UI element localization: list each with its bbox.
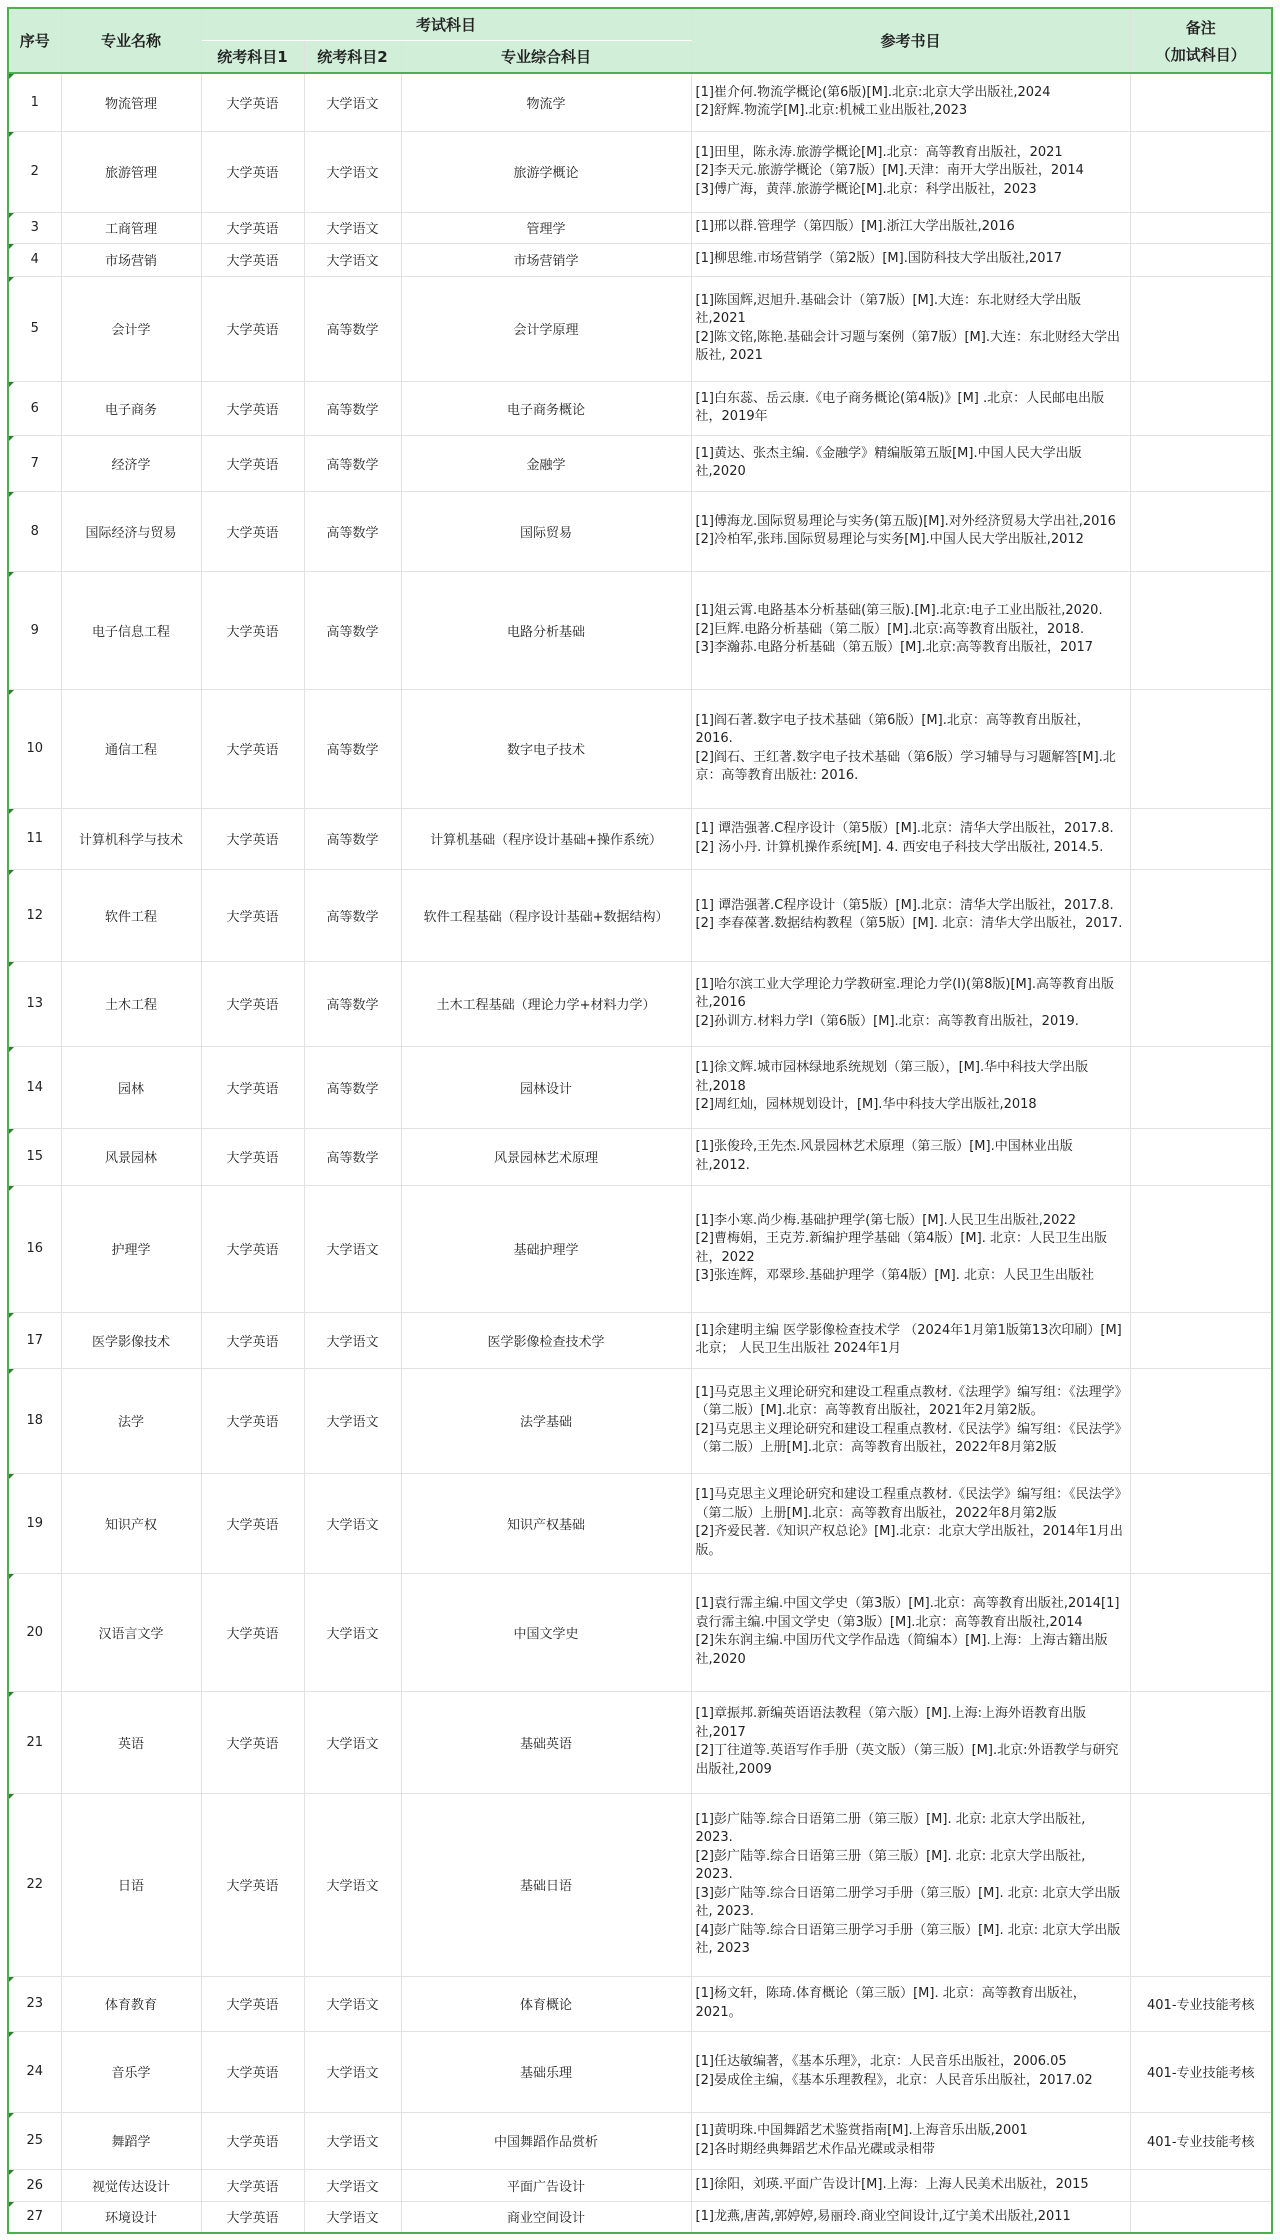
reference-item: [1]徐阳，刘瑛.平面广告设计[M].上海：上海人民美术出版社，2015 <box>695 2176 1089 2192</box>
table-row <box>8 131 1272 212</box>
row-references <box>691 131 1130 212</box>
row-subject1: 大学英语 <box>201 276 304 381</box>
reference-item: [2] 汤小丹. 计算机操作系统[M]. 4. 西安电子科技大学出版社, 2014.5. <box>695 839 1104 855</box>
row-seq: 18 <box>8 1368 61 1473</box>
row-major: 汉语言文学 <box>61 1573 201 1691</box>
reference-item: [1] 谭浩强著.C程序设计（第5版）[M].北京：清华大学出版社，2017.8. <box>695 821 1114 836</box>
row-note <box>1130 73 1272 131</box>
row-comprehensive: 物流学 <box>401 73 691 131</box>
row-references <box>691 1473 1130 1573</box>
row-comprehensive: 风景园林艺术原理 <box>401 1128 691 1185</box>
row-major: 环境设计 <box>61 2201 201 2233</box>
row-seq: 12 <box>8 869 61 961</box>
reference-item: [3]傅广海，黄萍.旅游学概论[M].北京：科学出版社，2023 <box>695 181 1037 197</box>
row-references <box>691 212 1130 243</box>
row-references <box>691 1976 1130 2031</box>
row-subject2: 高等数学 <box>304 869 401 961</box>
row-seq: 20 <box>8 1573 61 1691</box>
row-subject1: 大学英语 <box>201 1793 304 1976</box>
row-subject2: 高等数学 <box>304 961 401 1046</box>
row-references <box>691 243 1130 276</box>
row-subject1: 大学英语 <box>201 689 304 808</box>
row-references <box>691 869 1130 961</box>
row-note <box>1130 212 1272 243</box>
row-major: 软件工程 <box>61 869 201 961</box>
row-major: 园林 <box>61 1046 201 1128</box>
table-row <box>8 961 1272 1046</box>
table-row <box>8 243 1272 276</box>
table-row <box>8 435 1272 491</box>
row-subject1: 大学英语 <box>201 131 304 212</box>
row-note <box>1130 808 1272 869</box>
row-subject2: 大学语文 <box>304 1976 401 2031</box>
row-seq: 14 <box>8 1046 61 1128</box>
row-subject1: 大学英语 <box>201 1185 304 1312</box>
row-subject1: 大学英语 <box>201 869 304 961</box>
reference-item: [2]巨辉.电路分析基础（第二版）[M].北京:高等教育出版社，2018. <box>695 621 1085 637</box>
row-major: 法学 <box>61 1368 201 1473</box>
row-seq: 24 <box>8 2031 61 2112</box>
reference-item: [2]齐爱民著.《知识产权总论》[M].北京：北京大学出版社，2014年1月出版。 <box>695 1524 1123 1558</box>
table-row <box>8 276 1272 381</box>
table-row <box>8 808 1272 869</box>
row-references <box>691 381 1130 435</box>
row-note <box>1130 1046 1272 1128</box>
table-row <box>8 1312 1272 1368</box>
header-exam-subjects: 考试科目 <box>201 8 691 41</box>
row-references <box>691 2031 1130 2112</box>
reference-item: [1]邢以群.管理学（第四版）[M].浙江大学出版社,2016 <box>695 219 1015 235</box>
table-row <box>8 689 1272 808</box>
row-references <box>691 491 1130 571</box>
row-references <box>691 2201 1130 2233</box>
row-subject2: 大学语文 <box>304 1368 401 1473</box>
row-seq: 13 <box>8 961 61 1046</box>
row-note <box>1130 1185 1272 1312</box>
reference-item: [1]徐文辉.城市园林绿地系统规划（第三版），[M].华中科技大学出版社,2018 <box>695 1060 1089 1094</box>
row-seq: 5 <box>8 276 61 381</box>
row-subject2: 大学语文 <box>304 1691 401 1793</box>
row-comprehensive: 管理学 <box>401 212 691 243</box>
row-subject1: 大学英语 <box>201 212 304 243</box>
table-row <box>8 2031 1272 2112</box>
row-note <box>1130 1691 1272 1793</box>
row-seq: 3 <box>8 212 61 243</box>
reference-item: [1]黄达、张杰主编.《金融学》精编版第五版[M].中国人民大学出版社,2020 <box>695 445 1082 479</box>
row-seq: 7 <box>8 435 61 491</box>
reference-item: [1]任达敏编著，《基本乐理》，北京：人民音乐出版社，2006.05 <box>695 2054 1067 2069</box>
reference-item: [2]朱东润主编.中国历代文学作品选（简编本）[M].上海：上海古籍出版社,2020 <box>695 1633 1108 1667</box>
row-note <box>1130 1128 1272 1185</box>
row-note <box>1130 869 1272 961</box>
row-major: 音乐学 <box>61 2031 201 2112</box>
row-comprehensive: 基础英语 <box>401 1691 691 1793</box>
reference-item: [2]舒辉.物流学[M].北京:机械工业出版社,2023 <box>695 103 968 119</box>
row-references <box>691 1312 1130 1368</box>
row-major: 物流管理 <box>61 73 201 131</box>
row-references <box>691 2169 1130 2201</box>
row-references <box>691 961 1130 1046</box>
reference-item: [2]晏成佺主编，《基本乐理教程》，北京：人民音乐出版社，2017.02 <box>695 2072 1093 2088</box>
row-major: 土木工程 <box>61 961 201 1046</box>
row-seq: 22 <box>8 1793 61 1976</box>
row-comprehensive: 中国文学史 <box>401 1573 691 1691</box>
row-subject1: 大学英语 <box>201 1976 304 2031</box>
row-references <box>691 1368 1130 1473</box>
row-seq: 9 <box>8 571 61 689</box>
table-row <box>8 1368 1272 1473</box>
row-note <box>1130 1312 1272 1368</box>
row-note <box>1130 1793 1272 1976</box>
row-subject2: 大学语文 <box>304 1473 401 1573</box>
row-note <box>1130 1368 1272 1473</box>
row-note: 401-专业技能考核 <box>1130 2112 1272 2169</box>
header-seq: 序号 <box>8 8 61 73</box>
reference-item: [1]崔介何.物流学概论(第6版)[M].北京:北京大学出版社,2024 <box>695 84 1051 100</box>
row-subject1: 大学英语 <box>201 1046 304 1128</box>
reference-item: [1]田里，陈永涛.旅游学概论[M].北京：高等教育出版社，2021 <box>695 144 1063 160</box>
reference-item: [2]丁往道等.英语写作手册（英文版）（第三版）[M].北京:外语教学与研究出版社,2009 <box>695 1743 1119 1777</box>
reference-item: [1]余建明主编 医学影像检查技术学 （2024年1月第1版第13次印刷）[M] 北京； 人民卫生出版社 2024年1月 <box>695 1322 1122 1356</box>
row-major: 体育教育 <box>61 1976 201 2031</box>
reference-item: [2]马克思主义理论研究和建设工程重点教材.《民法学》编写组：《民法学》（第二版）上册[M].北京：高等教育出版社，2022年8月第2版 <box>695 1421 1122 1455</box>
row-note <box>1130 381 1272 435</box>
table-row <box>8 73 1272 131</box>
reference-item: [1]龙燕,唐茜,郭婷婷,易丽玲.商业空间设计,辽宁美术出版社,2011 <box>695 2208 1071 2224</box>
row-major: 电子商务 <box>61 381 201 435</box>
reference-item: [2]彭广陆等.综合日语第三册（第三版）[M]. 北京: 北京大学出版社, 2023. <box>695 1848 1086 1882</box>
reference-item: [1]黄明珠.中国舞蹈艺术鉴赏指南[M].上海音乐出版,2001 <box>695 2123 1028 2138</box>
reference-item: [1]马克思主义理论研究和建设工程重点教材.《法理学》编写组：《法理学》（第二版）[M].北京：高等教育出版社，2021年2月第2版。 <box>695 1384 1122 1418</box>
row-seq: 27 <box>8 2201 61 2233</box>
row-subject2: 高等数学 <box>304 689 401 808</box>
major-exam-table <box>7 7 1273 2234</box>
row-comprehensive: 数字电子技术 <box>401 689 691 808</box>
header-comprehensive: 专业综合科目 <box>401 41 691 74</box>
row-seq: 1 <box>8 73 61 131</box>
row-subject2: 大学语文 <box>304 2112 401 2169</box>
row-references <box>691 1793 1130 1976</box>
row-major: 计算机科学与技术 <box>61 808 201 869</box>
row-note <box>1130 961 1272 1046</box>
reference-item: [3]彭广陆等.综合日语第二册学习手册（第三版）[M]. 北京: 北京大学出版社, 2023. <box>695 1885 1121 1919</box>
row-note: 401-专业技能考核 <box>1130 1976 1272 2031</box>
table-row <box>8 1573 1272 1691</box>
row-comprehensive: 电子商务概论 <box>401 381 691 435</box>
row-note <box>1130 1573 1272 1691</box>
reference-item: [2]曹梅娟，王克芳.新编护理学基础（第4版）[M]. 北京：人民卫生出版社，2022 <box>695 1231 1107 1265</box>
row-seq: 10 <box>8 689 61 808</box>
reference-item: [1]李小寒.尚少梅.基础护理学(第七版）[M].人民卫生出版社,2022 <box>695 1212 1076 1228</box>
table-row <box>8 1046 1272 1128</box>
row-seq: 17 <box>8 1312 61 1368</box>
row-seq: 11 <box>8 808 61 869</box>
table-row <box>8 1473 1272 1573</box>
table-row <box>8 1691 1272 1793</box>
row-major: 视觉传达设计 <box>61 2169 201 2201</box>
header-notes-subtitle: （加试科目） <box>1155 45 1246 64</box>
header-notes-title: 备注 <box>1185 18 1216 37</box>
row-seq: 16 <box>8 1185 61 1312</box>
row-subject1: 大学英语 <box>201 1691 304 1793</box>
row-seq: 23 <box>8 1976 61 2031</box>
row-seq: 25 <box>8 2112 61 2169</box>
reference-item: [1]杨文轩，陈琦.体育概论（第三版）[M]. 北京：高等教育出版社，2021。 <box>695 1986 1086 2020</box>
row-subject2: 大学语文 <box>304 73 401 131</box>
row-comprehensive: 法学基础 <box>401 1368 691 1473</box>
row-references <box>691 1128 1130 1185</box>
reference-item: [1]彭广陆等.综合日语第二册（第三版）[M]. 北京: 北京大学出版社, 2023. <box>695 1811 1086 1845</box>
reference-item: [1]白东蕊、岳云康.《电子商务概论(第4版)》[M] .北京：人民邮电出版社，2019年 <box>695 390 1105 424</box>
row-references <box>691 276 1130 381</box>
row-seq: 6 <box>8 381 61 435</box>
row-subject1: 大学英语 <box>201 2112 304 2169</box>
row-references <box>691 1573 1130 1691</box>
row-note <box>1130 243 1272 276</box>
reference-item: [1]张俊玲,王先杰.风景园林艺术原理（第三版）[M].中国林业出版社,2012. <box>695 1139 1073 1173</box>
row-major: 舞蹈学 <box>61 2112 201 2169</box>
header-subject2: 统考科目2 <box>304 41 401 74</box>
row-comprehensive: 平面广告设计 <box>401 2169 691 2201</box>
reference-item: [1]俎云霄.电路基本分析基础(第三版).[M].北京:电子工业出版社,2020. <box>695 603 1103 619</box>
row-major: 旅游管理 <box>61 131 201 212</box>
row-major: 通信工程 <box>61 689 201 808</box>
reference-item: [2]李天元.旅游学概论（第7版）[M].天津：南开大学出版社，2014 <box>695 163 1084 179</box>
row-subject2: 大学语文 <box>304 243 401 276</box>
row-comprehensive: 园林设计 <box>401 1046 691 1128</box>
row-comprehensive: 医学影像检查技术学 <box>401 1312 691 1368</box>
row-major: 电子信息工程 <box>61 571 201 689</box>
row-references <box>691 571 1130 689</box>
header-subject1: 统考科目1 <box>201 41 304 74</box>
row-subject1: 大学英语 <box>201 571 304 689</box>
row-subject1: 大学英语 <box>201 491 304 571</box>
row-subject2: 高等数学 <box>304 491 401 571</box>
row-subject2: 高等数学 <box>304 1128 401 1185</box>
row-references <box>691 1185 1130 1312</box>
table-row <box>8 2112 1272 2169</box>
row-subject1: 大学英语 <box>201 73 304 131</box>
row-major: 工商管理 <box>61 212 201 243</box>
row-major: 经济学 <box>61 435 201 491</box>
table-row <box>8 1976 1272 2031</box>
row-subject1: 大学英语 <box>201 2169 304 2201</box>
reference-item: [2]冷柏军,张玮.国际贸易理论与实务[M].中国人民大学出版社,2012 <box>695 532 1084 547</box>
row-subject1: 大学英语 <box>201 1573 304 1691</box>
header-references: 参考书目 <box>691 8 1130 73</box>
table-row <box>8 1793 1272 1976</box>
row-major: 医学影像技术 <box>61 1312 201 1368</box>
row-major: 护理学 <box>61 1185 201 1312</box>
row-subject1: 大学英语 <box>201 1368 304 1473</box>
row-comprehensive: 商业空间设计 <box>401 2201 691 2233</box>
row-subject2: 高等数学 <box>304 808 401 869</box>
row-subject2: 大学语文 <box>304 1793 401 1976</box>
row-note <box>1130 491 1272 571</box>
reference-item: [1]哈尔滨工业大学理论力学教研室.理论力学(I)(第8版)[M].高等教育出版社,2016 <box>695 976 1114 1011</box>
table-row <box>8 571 1272 689</box>
row-major: 会计学 <box>61 276 201 381</box>
table-body <box>8 73 1272 2233</box>
reference-item: [2]阎石、王红著.数字电子技术基础（第6版）学习辅导与习题解答[M].北京：高等教育出版社: 2016. <box>695 749 1116 783</box>
row-seq: 19 <box>8 1473 61 1573</box>
row-references <box>691 1691 1130 1793</box>
row-note <box>1130 1473 1272 1573</box>
row-seq: 26 <box>8 2169 61 2201</box>
reference-item: [1]柳思维.市场营销学（第2版）[M].国防科技大学出版社,2017 <box>695 251 1063 267</box>
row-subject2: 高等数学 <box>304 571 401 689</box>
row-subject1: 大学英语 <box>201 2201 304 2233</box>
row-references <box>691 2112 1130 2169</box>
row-comprehensive: 市场营销学 <box>401 243 691 276</box>
row-major: 风景园林 <box>61 1128 201 1185</box>
row-seq: 8 <box>8 491 61 571</box>
row-comprehensive: 计算机基础（程序设计基础+操作系统） <box>401 808 691 869</box>
table-row <box>8 381 1272 435</box>
reference-item: [1]阎石著.数字电子技术基础（第6版）[M].北京：高等教育出版社，2016. <box>695 712 1090 746</box>
row-subject1: 大学英语 <box>201 1312 304 1368</box>
row-major: 国际经济与贸易 <box>61 491 201 571</box>
row-subject2: 高等数学 <box>304 1046 401 1128</box>
row-subject1: 大学英语 <box>201 808 304 869</box>
row-references <box>691 73 1130 131</box>
row-note <box>1130 2169 1272 2201</box>
reference-item: [1] 谭浩强著.C程序设计（第5版）[M].北京：清华大学出版社，2017.8. <box>695 897 1114 913</box>
row-comprehensive: 基础护理学 <box>401 1185 691 1312</box>
reference-item: [1]章振邦.新编英语语法教程（第六版）[M].上海:上海外语教育出版社,2017 <box>695 1706 1086 1740</box>
reference-item: [2]周红灿，园林规划设计，[M].华中科技大学出版社,2018 <box>695 1097 1037 1113</box>
row-seq: 2 <box>8 131 61 212</box>
row-subject2: 高等数学 <box>304 276 401 381</box>
row-major: 知识产权 <box>61 1473 201 1573</box>
row-subject2: 大学语文 <box>304 1185 401 1312</box>
row-comprehensive: 金融学 <box>401 435 691 491</box>
row-subject2: 高等数学 <box>304 435 401 491</box>
row-subject2: 大学语文 <box>304 2031 401 2112</box>
row-comprehensive: 体育概论 <box>401 1976 691 2031</box>
reference-item: [1]袁行霈主编.中国文学史（第3版）[M].北京：高等教育出版社,2014[1]袁行霈主编.中国文学史（第3版）[M].北京：高等教育出版社,2014 <box>695 1596 1120 1630</box>
reference-item: [1]马克思主义理论研究和建设工程重点教材.《民法学》编写组：《民法学》（第二版）上册[M].北京：高等教育出版社，2022年8月第2版 <box>695 1487 1122 1521</box>
row-note: 401-专业技能考核 <box>1130 2031 1272 2112</box>
reference-item: [4]彭广陆等.综合日语第三册学习手册（第三版）[M]. 北京: 北京大学出版社, 2023 <box>695 1922 1121 1956</box>
row-comprehensive: 土木工程基础（理论力学+材料力学） <box>401 961 691 1046</box>
row-comprehensive: 会计学原理 <box>401 276 691 381</box>
row-note <box>1130 131 1272 212</box>
row-subject1: 大学英语 <box>201 381 304 435</box>
row-major: 市场营销 <box>61 243 201 276</box>
row-subject1: 大学英语 <box>201 1473 304 1573</box>
row-subject1: 大学英语 <box>201 1128 304 1185</box>
row-seq: 15 <box>8 1128 61 1185</box>
row-subject2: 高等数学 <box>304 381 401 435</box>
row-subject1: 大学英语 <box>201 961 304 1046</box>
row-comprehensive: 国际贸易 <box>401 491 691 571</box>
table-row <box>8 869 1272 961</box>
reference-item: [2] 李春葆著.数据结构教程（第5版）[M]. 北京：清华大学出版社，2017. <box>695 916 1123 931</box>
row-comprehensive: 知识产权基础 <box>401 1473 691 1573</box>
header-major: 专业名称 <box>61 8 201 73</box>
row-references <box>691 808 1130 869</box>
row-comprehensive: 电路分析基础 <box>401 571 691 689</box>
row-subject2: 大学语文 <box>304 1312 401 1368</box>
row-subject2: 大学语文 <box>304 212 401 243</box>
row-comprehensive: 软件工程基础（程序设计基础+数据结构） <box>401 869 691 961</box>
row-comprehensive: 旅游学概论 <box>401 131 691 212</box>
table-row <box>8 2201 1272 2233</box>
reference-item: [2]各时期经典舞蹈艺术作品光碟或录相带 <box>695 2141 935 2157</box>
row-note <box>1130 689 1272 808</box>
row-subject1: 大学英语 <box>201 243 304 276</box>
reference-item: [3]张连辉，邓翠珍.基础护理学（第4版）[M]. 北京：人民卫生出版社 <box>695 1268 1094 1283</box>
reference-item: [1]傅海龙.国际贸易理论与实务(第五版)[M].对外经济贸易大学出社,2016 <box>695 513 1116 529</box>
table-row <box>8 1185 1272 1312</box>
row-subject2: 大学语文 <box>304 2169 401 2201</box>
row-seq: 4 <box>8 243 61 276</box>
reference-item: [2]孙训方.材料力学I（第6版）[M].北京：高等教育出版社，2019. <box>695 1013 1079 1029</box>
row-references <box>691 435 1130 491</box>
row-note <box>1130 571 1272 689</box>
table-row <box>8 1128 1272 1185</box>
row-subject2: 大学语文 <box>304 131 401 212</box>
header-notes <box>1130 8 1272 73</box>
row-subject2: 大学语文 <box>304 2201 401 2233</box>
reference-item: [2]陈文铭,陈艳.基础会计习题与案例（第7版）[M].大连：东北财经大学出版社, 2021 <box>695 329 1120 363</box>
row-note <box>1130 2201 1272 2233</box>
table-row <box>8 212 1272 243</box>
row-subject1: 大学英语 <box>201 2031 304 2112</box>
table-row <box>8 2169 1272 2201</box>
row-subject2: 大学语文 <box>304 1573 401 1691</box>
row-note <box>1130 435 1272 491</box>
row-major: 英语 <box>61 1691 201 1793</box>
reference-item: [3]李瀚荪.电路分析基础（第五版）[M].北京:高等教育出版社，2017 <box>695 640 1094 656</box>
table-row <box>8 491 1272 571</box>
row-comprehensive: 中国舞蹈作品赏析 <box>401 2112 691 2169</box>
row-seq: 21 <box>8 1691 61 1793</box>
row-note <box>1130 276 1272 381</box>
row-subject1: 大学英语 <box>201 435 304 491</box>
row-major: 日语 <box>61 1793 201 1976</box>
row-comprehensive: 基础乐理 <box>401 2031 691 2112</box>
reference-item: [1]陈国辉,迟旭升.基础会计（第7版）[M].大连：东北财经大学出版社,2021 <box>695 292 1081 326</box>
row-references <box>691 689 1130 808</box>
row-comprehensive: 基础日语 <box>401 1793 691 1976</box>
row-references <box>691 1046 1130 1128</box>
